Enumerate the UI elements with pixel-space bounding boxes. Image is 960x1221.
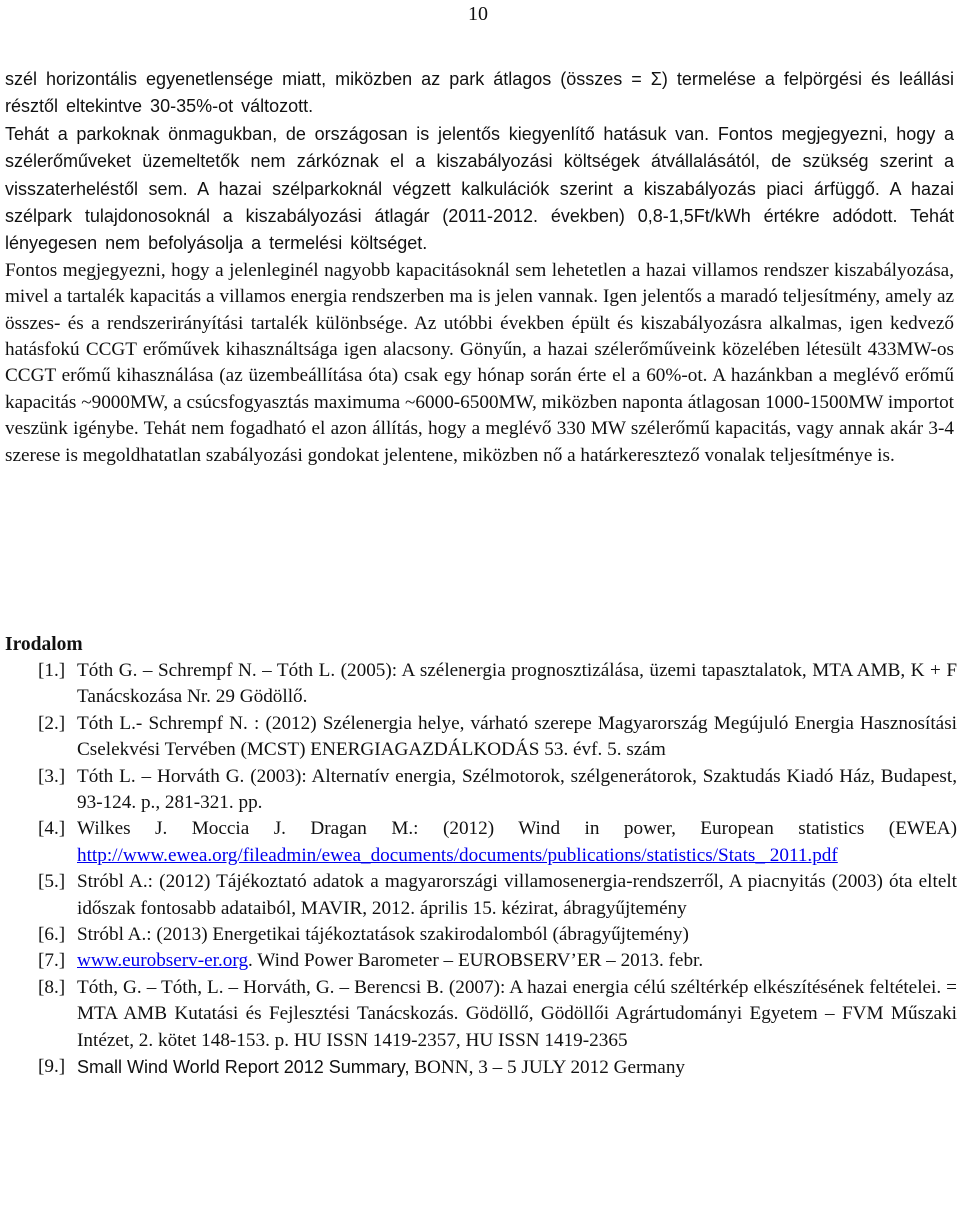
paragraph-2-text: Tehát a parkoknak önmagukban, de országosan is jelentős kiegyenlítő hatásuk van. Fontos megjegyezni, hogy a szélerőműveket üzemeltetők nem zárkóznak el a kiszabályozási költségek átvállalásától, de szükség szerint a visszaterheléstől sem. A hazai szélparkoknál végzett kalkulációk szerint a kiszabályozás piaci árfüggő. A hazai szélpark tulajdonosoknál a kiszabályozási átlagár (2011-2012. években) 0,8-1,5Ft/kWh értékre adódott. Tehát lényegesen nem befolyásolja a termelési költséget. <box>5 123 954 254</box>
reference-link-eurobserver[interactable]: www.eurobserv-er.org <box>77 950 249 972</box>
reference-text: Tóth L. – Horváth G. (2003): Alternatív energia, Szélmotorok, szélgenerátorok, Szaktudás Kiadó Ház, Budapest, 93-124. p., 281-321. pp. <box>77 765 957 814</box>
reference-text: BONN, 3 – 5 JULY 2012 Germany <box>409 1057 686 1079</box>
reference-item-1 <box>5 658 957 711</box>
reference-list <box>5 658 957 1082</box>
reference-number: [3.] <box>38 765 66 787</box>
paragraph-1 <box>5 66 954 121</box>
reference-number: [9.] <box>38 1056 66 1078</box>
paragraph-2 <box>5 121 954 258</box>
reference-text: . Wind Power Barometer – EUROBSERV’ER – 2013. febr. <box>248 950 704 972</box>
reference-text: Tóth G. – Schrempf N. – Tóth L. (2005): A szélenergia prognosztizálása, üzemi tapasztalatok, MTA AMB, K + F Tanácskozása Nr. 29 Gödöllő. <box>77 660 957 708</box>
reference-number: [8.] <box>38 976 66 998</box>
reference-item-6 <box>5 922 957 948</box>
references-heading: Irodalom <box>5 634 83 655</box>
reference-item-3 <box>5 764 957 817</box>
paragraph-3-text: Fontos megjegyezni, hogy a jelenleginél nagyobb kapacitásoknál sem lehetetlen a hazai villamos rendszer kiszabályozása, mivel a tartalék kapacitás a villamos energia rendszerben ma is jelen vannak. Igen jelentős a maradó teljesítmény, amely az összes- és a rendszerirányítási tartalék különbsége. Az utóbbi években épült és kiszabályozásra alkalmas, igen kedvező hatásfokú CCGT erőművek kihasználtsága igen alacsony. Gönyűn, a hazai szélerőműveink közelében létesült 433MW-os CCGT erőmű kihasználása (az üzembeállítása óta) csak egy hónap során érte el a 60%-ot. A hazánkban a meglévő erőmű kapacitás ~9000MW, a csúcsfogyasztás maximuma ~6000-6500MW, miközben naponta átlagosan 1000-1500MW importot veszünk igénybe. Tehát nem fogadható el azon állítás, hogy a meglévő 330 MW szélerőmű kapacitás, vagy annak akár 3-4 szerese is megoldhatatlan szabályozási gondokat jelentene, miközben nő a határkeresztező vonalak teljesítménye is. <box>5 259 954 466</box>
reference-link-ewea[interactable]: http://www.ewea.org/fileadmin/ewea_documents/documents/publications/statistics/Stats_ 2011.pdf <box>77 844 838 866</box>
reference-number: [1.] <box>38 660 66 681</box>
reference-number: [7.] <box>38 950 66 972</box>
reference-number: [5.] <box>38 871 66 893</box>
reference-number: [4.] <box>38 818 66 840</box>
reference-item-2 <box>5 711 957 764</box>
reference-text: Tóth L.- Schrempf N. : (2012) Szélenergia helye, várható szerepe Magyarország Megújuló Energia Hasznosítási Cselekvési Tervében (MCST) ENERGIAGAZDÁLKODÁS 53. évf. 5. szám <box>77 712 957 761</box>
reference-item-9 <box>5 1054 957 1081</box>
body-text <box>5 66 954 469</box>
reference-text: Stróbl A.: (2013) Energetikai tájékoztatások szakirodalomból (ábragyűjtemény) <box>77 924 689 946</box>
reference-text: Stróbl A.: (2012) Tájékoztató adatok a magyarországi villamosenergia-rendszerről, A piacnyitás (2003) óta eltelt időszak fontosabb adataiból, MAVIR, 2012. április 15. kézirat, ábragyűjtemény <box>77 871 957 919</box>
reference-item-7 <box>5 948 957 974</box>
reference-text: Tóth, G. – Tóth, L. – Horváth, G. – Berencsi B. (2007): A hazai energia célú széltérkép elkészítésének feltételei. = MTA AMB Kutatási és Fejlesztési Tanácskozás. Gödöllő, Gödöllői Agrártudományi Egyetem – FVM Műszaki Intézet, 2. kötet 148-153. p. HU ISSN 1419-2357, HU ISSN 1419-2365 <box>77 976 957 1051</box>
reference-number: [2.] <box>38 712 66 734</box>
reference-item-5 <box>5 869 957 922</box>
paragraph-3 <box>5 258 954 469</box>
reference-number: [6.] <box>38 924 66 946</box>
page-number: 10 <box>468 3 488 25</box>
reference-item-8 <box>5 975 957 1054</box>
reference-item-4 <box>5 816 957 869</box>
reference-text: Wilkes J. Moccia J. Dragan M.: (2012) Wind in power, European statistics (EWEA) <box>77 818 957 840</box>
reference-title-sans: Small Wind World Report 2012 Summary, <box>77 1057 410 1078</box>
paragraph-1-text: szél horizontális egyenetlensége miatt, miközben az park átlagos (összes = Σ) termelése a felpörgési és leállási résztől eltekintve 30-35%-ot változott. <box>5 69 954 117</box>
